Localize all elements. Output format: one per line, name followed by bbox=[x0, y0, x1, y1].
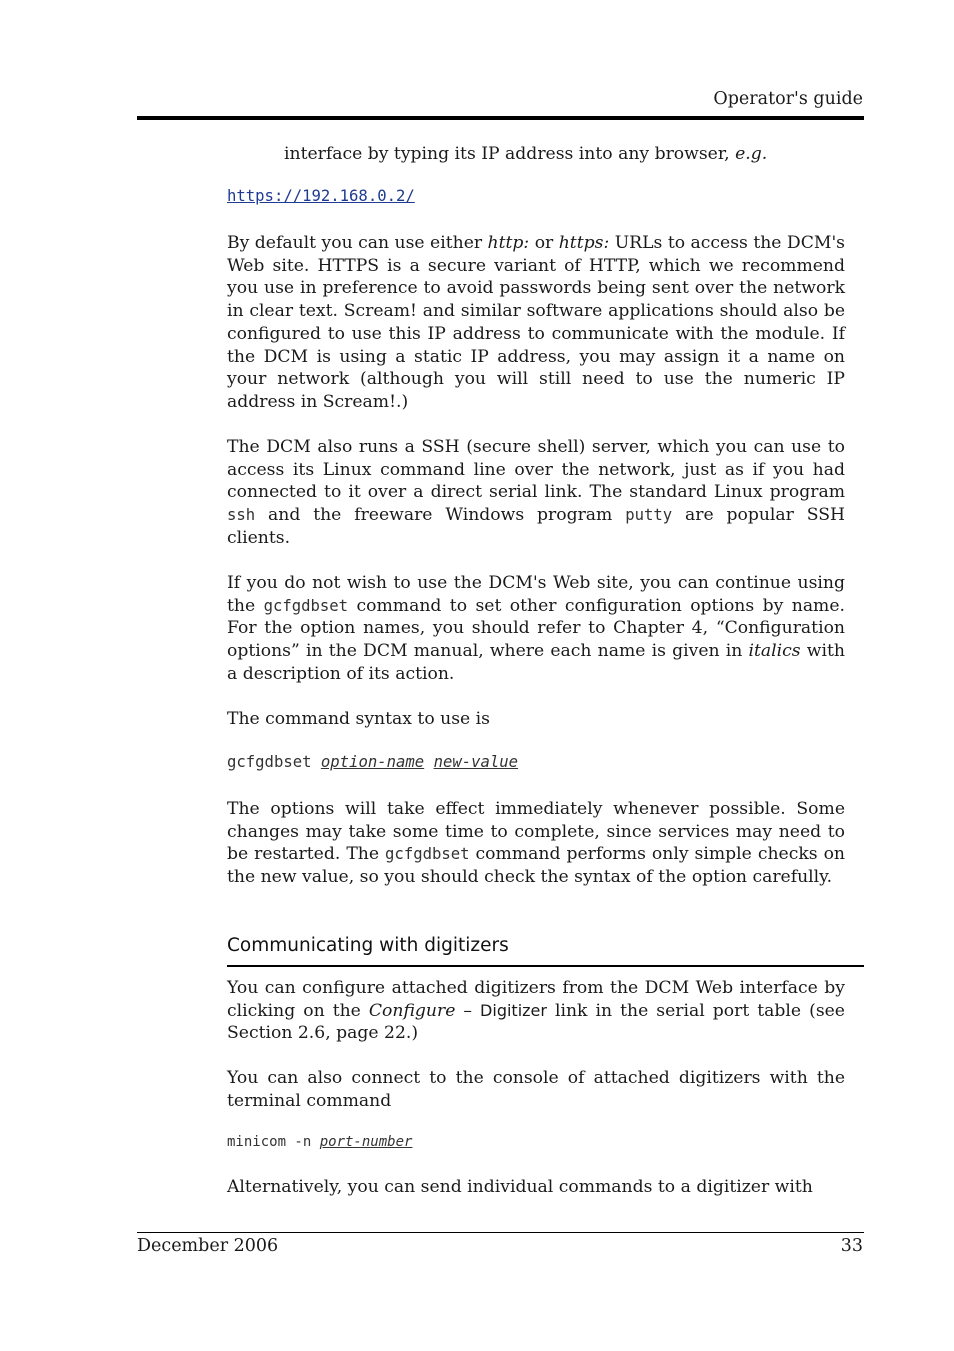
running-header: Operator's guide bbox=[713, 89, 863, 109]
header-rule bbox=[137, 116, 864, 120]
paragraph-alternatively: Alternatively, you can send individual commands to a digitizer with bbox=[227, 1177, 813, 1197]
paragraph-options-effect: The options will take effect immediately whenever possible. Some changes may take some time to complete, since services may need to be restarted. The gcfgdbset command performs only simple checks on the new value, so you should check the syntax of the option carefully. bbox=[227, 799, 845, 888]
paragraph-protocols: By default you can use either http: or https: URLs to access the DCM's Web site. HTTPS is a secure variant of HTTP, which we recommend you use in preference to avoid passwords being sent over the network in clear text. Scream! and similar software applications should also be configured to use this IP address to communicate with the module. If the DCM is using a static IP address, you may assign it a name on your network (although you will still need to use the numeric IP address in Scream!.) bbox=[227, 233, 846, 412]
paragraph-ssh: The DCM also runs a SSH (secure shell) server, which you can use to access its Linux command line over the network, just as if you had connected to it over a direct serial link. The standard Linux program ssh and the freeware Windows program putty are popular SSH clients. bbox=[227, 437, 845, 548]
paragraph-gcfgdbset: If you do not wish to use the DCM's Web site, you can continue using the gcfgdbset command to set other configuration options by name. For the option names, you should refer to Chapter 4, “Configuration options” in the DCM manual, where each name is given in italics with a description of its action. bbox=[227, 573, 845, 684]
section-heading: Communicating with digitizers bbox=[227, 935, 509, 956]
minicom-example: minicom -n port-number bbox=[227, 1134, 413, 1150]
paragraph-configure: You can configure attached digitizers from the DCM Web interface by clicking on the Configure – Digitizer link in the serial port table (see Section 2.6, page 22.) bbox=[227, 978, 845, 1044]
footer-date: December 2006 bbox=[137, 1236, 279, 1256]
syntax-example: gcfgdbset option-name new-value bbox=[227, 753, 519, 771]
url-example bbox=[227, 187, 415, 205]
section-rule bbox=[227, 965, 864, 967]
eg-abbrev: e.g. bbox=[735, 144, 768, 164]
page-number: 33 bbox=[840, 1236, 863, 1256]
paragraph-console: You can also connect to the console of attached digitizers with the terminal command bbox=[227, 1068, 845, 1111]
footer-rule bbox=[137, 1232, 864, 1233]
paragraph-syntax-intro: The command syntax to use is bbox=[227, 709, 490, 729]
url-link[interactable]: https://192.168.0.2/ bbox=[227, 187, 415, 205]
intro-paragraph: interface by typing its IP address into any browser, e.g. bbox=[284, 144, 768, 164]
